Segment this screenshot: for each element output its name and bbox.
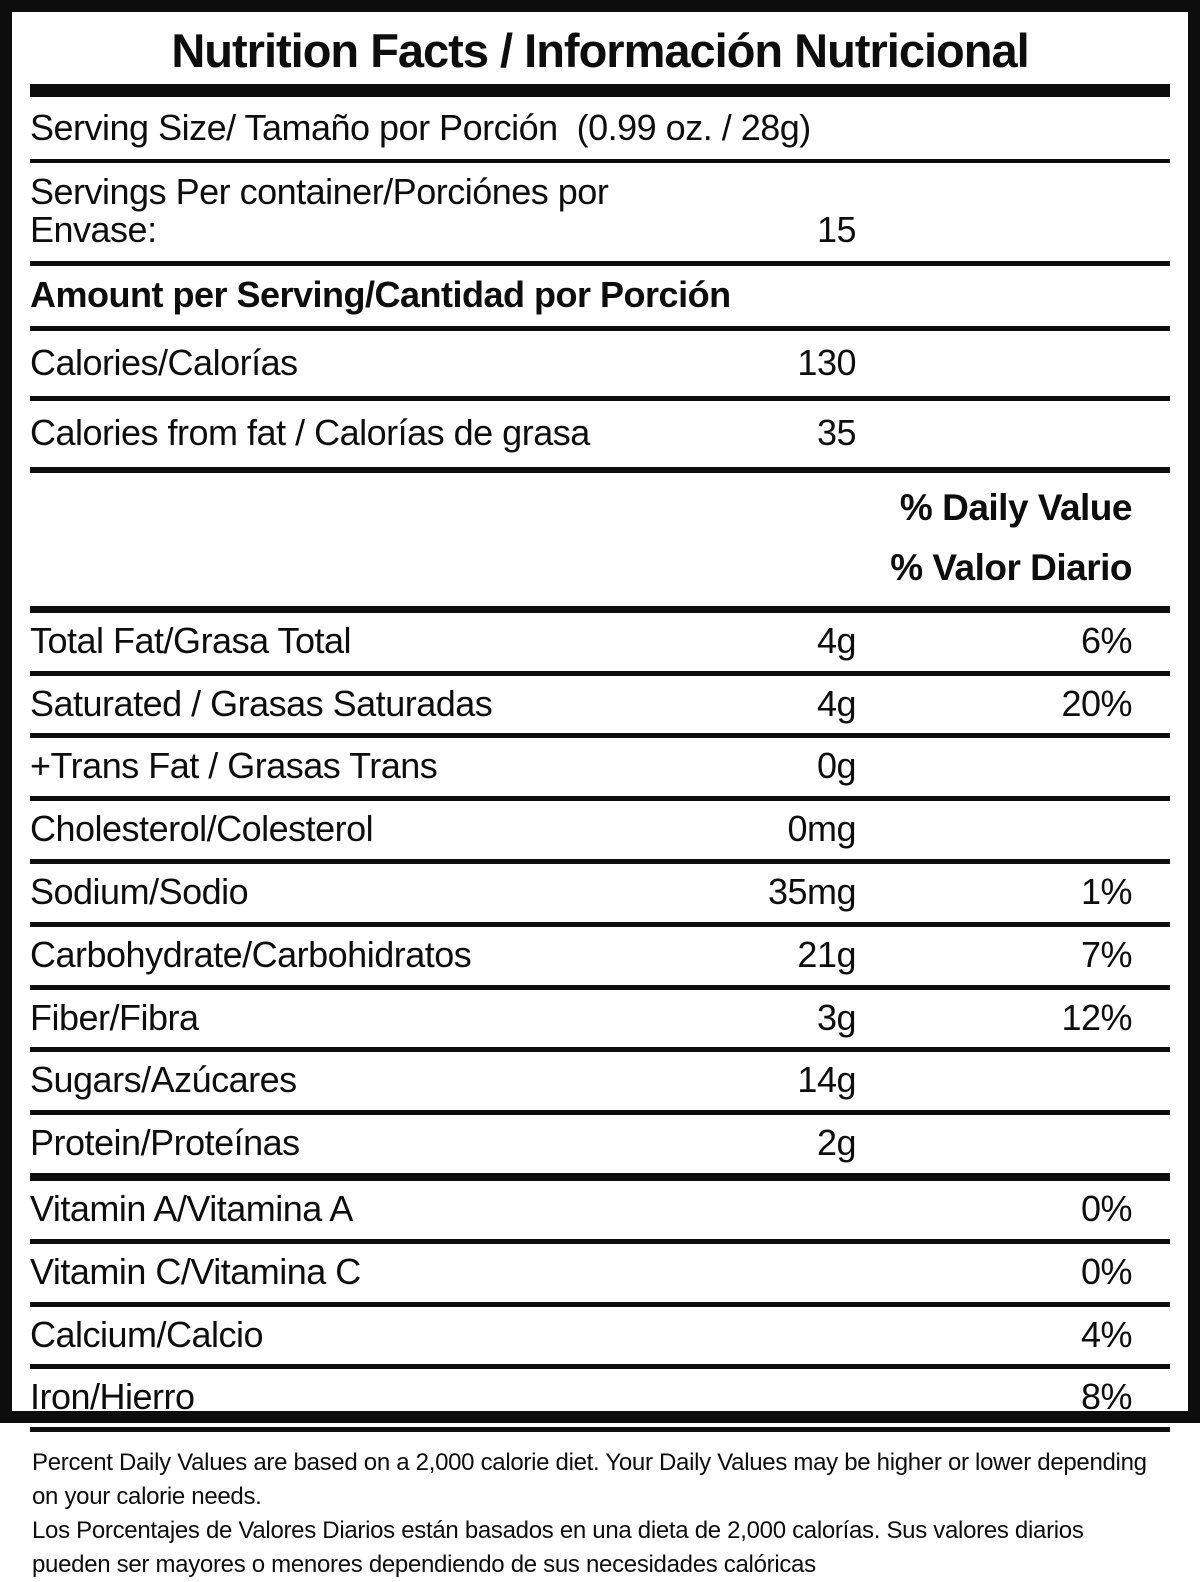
nutrient-daily-value: 12% (1061, 996, 1132, 1038)
nutrient-row (30, 1115, 1170, 1181)
calories-label: Calories/Calorías (30, 341, 298, 383)
nutrient-amount: 0mg (787, 808, 856, 850)
servings-per-container-row (30, 163, 1170, 266)
nutrient-label: Vitamin C/Vitamina C (30, 1250, 361, 1292)
calories-row (30, 331, 1170, 402)
nutrient-amount: 2g (816, 1122, 856, 1164)
nutrient-row (30, 738, 1170, 801)
nutrient-label: Sodium/Sodio (30, 871, 249, 912)
nutrient-amount: 0g (816, 745, 856, 787)
nutrient-row (30, 1244, 1170, 1307)
nutrient-row (30, 927, 1170, 990)
nutrient-label: Saturated / Grasas Saturadas (30, 682, 493, 724)
nutrient-row (30, 1369, 1170, 1432)
footnote-spanish: Los Porcentajes de Valores Diarios están basados en una dieta de 2,000 calorías. Sus valores diarios pueden ser mayores o menores dependiendo de sus necesidades calóricas (32, 1517, 1084, 1579)
nutrient-row (30, 1181, 1170, 1244)
nutrient-row (30, 1052, 1170, 1115)
nutrient-row (30, 864, 1170, 927)
nutrient-daily-value: 8% (1080, 1376, 1132, 1418)
servings-per-container-value: 15 (816, 208, 856, 250)
calories-from-fat-row (30, 401, 1170, 473)
nutrient-row (30, 613, 1170, 676)
nutrient-amount: 21g (797, 933, 856, 975)
nutrient-daily-value: 1% (1080, 871, 1132, 912)
nutrient-daily-value: 7% (1080, 933, 1132, 975)
amount-per-serving-row (30, 266, 1170, 331)
nutrient-label: Fiber/Fibra (30, 996, 199, 1038)
calories-from-fat-label: Calories from fat / Calorías de grasa (30, 412, 590, 454)
serving-size-row (30, 99, 1170, 163)
servings-per-container-label: Servings Per container/Porciónes por Envase: (30, 171, 618, 250)
calories-value: 130 (797, 341, 856, 383)
nutrients-table (30, 613, 1170, 1432)
nutrient-daily-value: 0% (1080, 1187, 1132, 1229)
nutrient-label: +Trans Fat / Grasas Trans (30, 745, 438, 787)
daily-value-header (30, 473, 1170, 613)
nutrient-row (30, 990, 1170, 1053)
nutrient-label: Carbohydrate/Carbohidratos (30, 933, 472, 975)
nutrient-row (30, 801, 1170, 864)
label-title: Nutrition Facts / Información Nutricional (171, 24, 1029, 77)
daily-value-header-es: % Valor Diario (890, 546, 1132, 588)
nutrient-label: Cholesterol/Colesterol (30, 808, 374, 850)
nutrient-amount: 3g (816, 996, 856, 1038)
nutrient-row (30, 1307, 1170, 1370)
nutrient-amount: 4g (816, 619, 856, 661)
nutrient-amount: 4g (816, 682, 856, 724)
title-separator-bar (30, 84, 1170, 97)
nutrient-label: Vitamin A/Vitamina A (30, 1187, 353, 1229)
nutrient-label: Protein/Proteínas (30, 1122, 300, 1164)
serving-size-label: Serving Size/ Tamaño por Porción (0.99 oz. / 28g) (30, 107, 811, 149)
nutrient-daily-value: 6% (1080, 619, 1132, 661)
amount-per-serving-label: Amount per Serving/Cantidad por Porción (30, 273, 731, 315)
nutrient-label: Iron/Hierro (30, 1376, 195, 1418)
footnote (30, 1432, 1170, 1582)
nutrient-daily-value: 20% (1061, 682, 1132, 724)
nutrient-row (30, 676, 1170, 739)
nutrient-daily-value: 0% (1080, 1250, 1132, 1292)
nutrient-amount: 35mg (767, 871, 856, 912)
nutrient-amount: 14g (797, 1059, 856, 1101)
footnote-english: Percent Daily Values are based on a 2,000 calorie diet. Your Daily Values may be higher or lower depending on your calorie needs. (32, 1449, 1147, 1511)
calories-from-fat-value: 35 (816, 412, 856, 454)
nutrient-daily-value: 4% (1080, 1313, 1132, 1355)
nutrient-label: Calcium/Calcio (30, 1313, 264, 1355)
nutrient-label: Total Fat/Grasa Total (30, 619, 351, 661)
nutrient-label: Sugars/Azúcares (30, 1059, 297, 1101)
daily-value-header-en: % Daily Value (899, 487, 1132, 529)
